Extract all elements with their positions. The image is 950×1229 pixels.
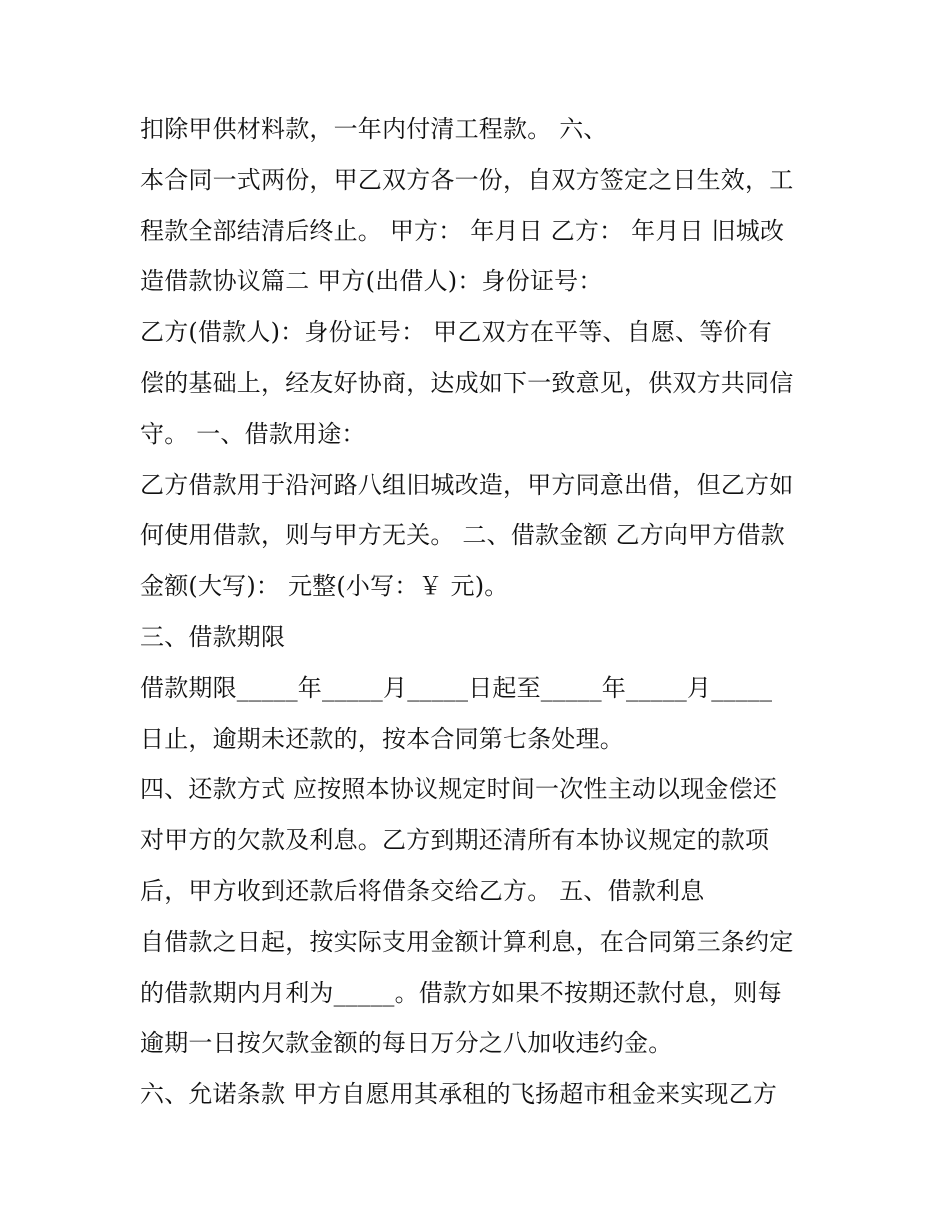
- text-line: 逾期一日按欠款金额的每日万分之八加收违约金。: [140, 1029, 673, 1058]
- text-line: 本合同一式两份，甲乙双方各一份，自双方签定之日生效，工: [140, 165, 794, 194]
- text-line: 扣除甲供材料款，一年内付清工程款。 六、: [140, 115, 608, 143]
- text-line: 的借款期内月利为_____。借款方如果不按期还款付息，则每: [140, 978, 782, 1007]
- text-line: 借款期限_____年_____月_____日起至_____年_____月_____: [140, 673, 773, 702]
- text-line: 六、允诺条款 甲方自愿用其承租的飞扬超市租金来实现乙方: [140, 1080, 778, 1109]
- text-line: 三、借款期限: [140, 622, 286, 651]
- document-body: [140, 104, 820, 1120]
- text-line: 乙方(借款人)：身份证号： 甲乙双方在平等、自愿、等价有: [140, 318, 772, 347]
- text-line: 金额(大写)： 元整(小写：￥ 元)。: [140, 572, 509, 601]
- text-line: 守。 一、借款用途：: [140, 419, 366, 448]
- text-line: 自借款之日起，按实际支用金额计算利息，在合同第三条约定: [140, 927, 794, 956]
- text-line: 何使用借款，则与甲方无关。 二、借款金额 乙方向甲方借款: [140, 521, 785, 550]
- text-line: 后，甲方收到还款后将借条交给乙方。 五、借款利息: [140, 876, 705, 905]
- text-line: 造借款协议篇二 甲方(出借人)：身份证号：: [140, 267, 603, 296]
- text-line: 乙方借款用于沿河路八组旧城改造，甲方同意出借，但乙方如: [140, 470, 794, 499]
- text-line: 偿的基础上，经友好协商，达成如下一致意见，供双方共同信: [140, 368, 794, 397]
- text-line: 日止，逾期未还款的，按本合同第七条处理。: [140, 724, 624, 753]
- text-line: 四、还款方式 应按照本协议规定时间一次性主动以现金偿还: [140, 775, 778, 804]
- text-line: 对甲方的欠款及利息。乙方到期还清所有本协议规定的款项: [140, 826, 770, 855]
- text-line: 程款全部结清后终止。 甲方： 年月日 乙方： 年月日 旧城改: [140, 216, 785, 245]
